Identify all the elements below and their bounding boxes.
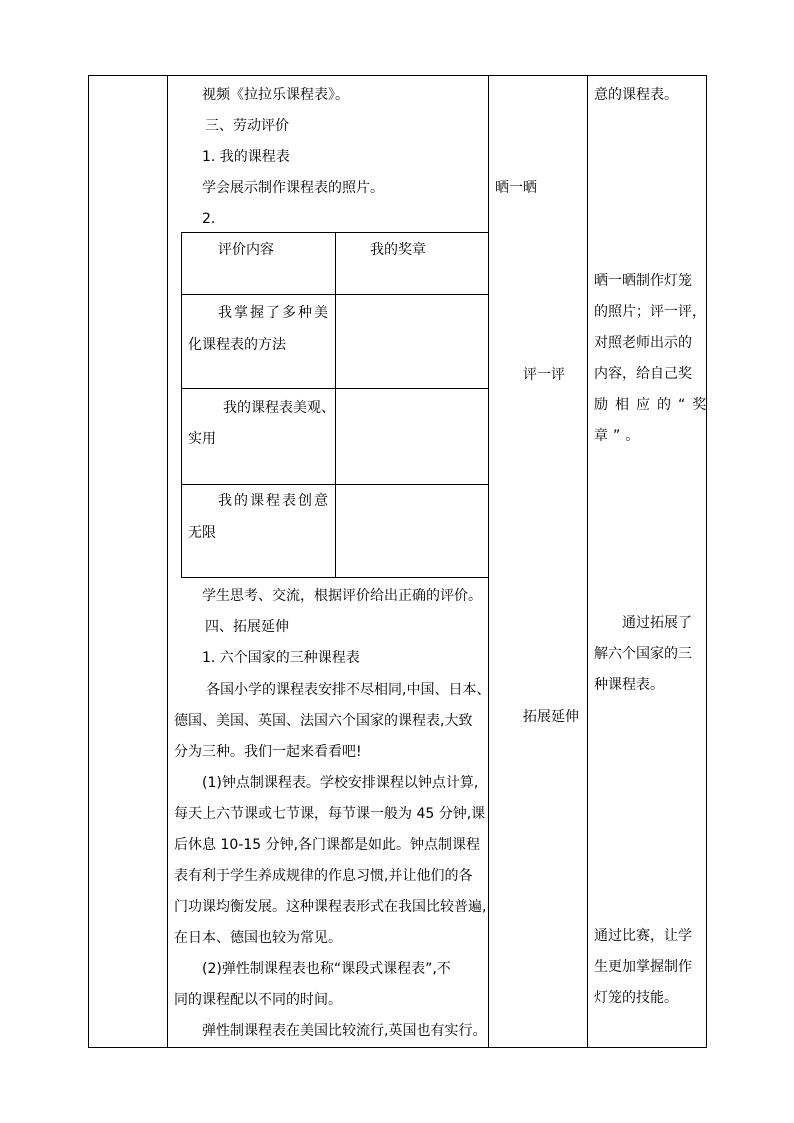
activity-evaluate: 评一评 — [523, 367, 565, 383]
intent-block1-line: 晒一晒制作灯笼 — [594, 273, 692, 289]
intent-block1-line: 对照老师出示的 — [594, 335, 692, 351]
activity-extend: 拓展延伸 — [523, 709, 579, 725]
table-right-border — [706, 75, 707, 1048]
paragraph-line: 弹性制课程表在美国比较流行,英国也有实行。 — [202, 1023, 487, 1039]
eval-table-mid — [335, 232, 336, 578]
eval-row1-line1: 我掌握了多种美 — [218, 305, 330, 321]
eval-table-left — [181, 232, 182, 578]
paragraph-line: (1)钟点制课程表。学校安排课程以钟点计算, — [202, 775, 479, 791]
intent-block3-line: 生更加掌握制作 — [594, 959, 692, 975]
section4-heading: 四、拓展延伸 — [205, 619, 289, 635]
paragraph-line: 门功课均衡发展。这种课程表形式在我国比较普遍, — [174, 899, 487, 915]
intro-line: 视频《拉拉乐课程表》。 — [202, 87, 349, 103]
paragraph-line: 分为三种。我们一起来看看吧! — [174, 744, 362, 760]
eval-header-content: 评价内容 — [218, 242, 274, 258]
eval-row3-line1: 我的课程表创意 — [218, 493, 330, 509]
student-eval-line: 学生思考、交流，根据评价给出正确的评价。 — [202, 588, 482, 604]
column-divider-2 — [488, 75, 489, 1048]
intent-block2-line: 通过拓展了 — [622, 615, 692, 631]
item1-title: 1. 我的课程表 — [202, 149, 290, 165]
intent-block1-line: 章”。 — [594, 428, 645, 444]
table-top-border — [88, 75, 707, 76]
intent-top-line: 意的课程表。 — [594, 87, 678, 103]
eval-row2-line1: 我的课程表美观、 — [223, 400, 335, 416]
intent-block3-line: 灯笼的技能。 — [594, 990, 678, 1006]
intent-block1-line: 内容，给自己奖 — [594, 366, 692, 382]
activity-show: 晒一晒 — [495, 180, 537, 196]
intent-block2-line: 种课程表。 — [594, 677, 664, 693]
sub1-title: 1. 六个国家的三种课程表 — [202, 650, 360, 666]
intent-block2-line: 解六个国家的三 — [594, 646, 692, 662]
table-left-border — [88, 75, 89, 1048]
eval-row3-line2: 无限 — [188, 525, 216, 541]
paragraph-line: 后休息 10-15 分钟,各门课都是如此。钟点制课程 — [174, 837, 481, 853]
item2-title: 2. — [202, 211, 216, 227]
paragraph-line: 德国、美国、英国、法国六个国家的课程表,大致 — [174, 713, 473, 729]
paragraph-line: 同的课程配以不同的时间。 — [174, 992, 342, 1008]
paragraph-line: 各国小学的课程表安排不尽相同,中国、日本、 — [206, 682, 491, 698]
section3-heading: 三、劳动评价 — [205, 118, 289, 134]
table-bottom-border — [88, 1047, 707, 1048]
item1-text: 学会展示制作课程表的照片。 — [202, 180, 384, 196]
column-divider-1 — [167, 75, 168, 1048]
paragraph-line: 表有利于学生养成规律的作息习惯,并让他们的各 — [174, 868, 473, 884]
paragraph-line: (2)弹性制课程表也称“课段式课程表”,不 — [202, 961, 451, 977]
column-divider-3 — [587, 75, 588, 1048]
intent-block1-line: 励相应的“奖 — [594, 397, 714, 413]
paragraph-line: 在日本、德国也较为常见。 — [174, 930, 342, 946]
paragraph-line: 每天上六节课或七节课，每节课一般为 45 分钟,课 — [174, 806, 486, 822]
intent-block1-line: 的照片；评一评， — [594, 304, 706, 320]
eval-row1-line2: 化课程表的方法 — [188, 337, 286, 353]
eval-row2-line2: 实用 — [188, 431, 216, 447]
eval-header-award: 我的奖章 — [370, 242, 426, 258]
intent-block3-line: 通过比赛，让学 — [594, 928, 692, 944]
